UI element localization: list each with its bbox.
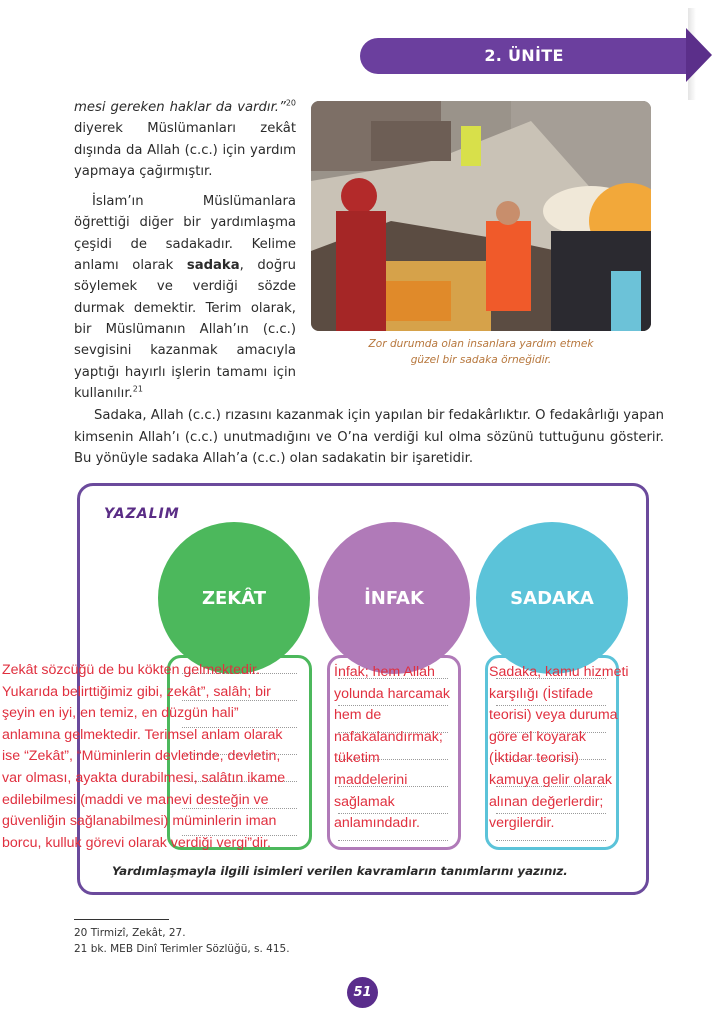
concept-label-zekat: ZEKÂT <box>201 587 267 609</box>
paragraph-2 <box>74 191 296 404</box>
answer-line: anlamındadır. <box>334 815 420 832</box>
answer-line: maddelerini <box>334 771 408 788</box>
footnote-divider <box>74 919 169 920</box>
footnotes <box>74 925 290 957</box>
answer-line: Sadaka, kamu hizmeti <box>489 664 629 680</box>
answer-line: alınan değerlerdir; <box>489 793 604 810</box>
answer-line: Zekât sözcüğü de bu kökten gelmektedir. <box>2 662 260 678</box>
footnote-21: 21 bk. MEB Dinî Terimler Sözlüğü, s. 415. <box>74 943 290 955</box>
answer-line: kamuya gelir olarak <box>489 771 613 788</box>
answer-line: var olması, ayakta durabilmesi, salâtın ikame <box>2 769 286 786</box>
answer-line: yolunda harcamak <box>334 685 450 702</box>
main-paragraph-text: Sadaka, Allah (c.c.) rızasını kazanmak için yapılan bir fedakârlıktır. O fedakârlığı yapan kimsenin Allah’ı (c.c.) unutmadığını ve O’na verdiği kul olma sözünü tuttuğunu gösterir. Bu yönüyle sadaka Allah’a (c.c.) olan sadakatin bir işaretidir. <box>74 408 665 466</box>
answer-line: anlamına gelmektedir. Terimsel anlam olarak <box>2 726 283 743</box>
banner-arrow-icon <box>686 28 712 82</box>
answer-line: teorisi) veya duruma <box>489 707 618 724</box>
answer-line: İnfak; hem Allah <box>334 664 435 680</box>
answer-line: nafakalandırmak; <box>334 728 443 745</box>
answer-line: edilebilmesi (maddi ve manevi desteğin ve <box>2 791 269 808</box>
rescue-photo <box>311 101 651 331</box>
concept-circle-infak <box>318 522 470 674</box>
caption-line-1: Zor durumda olan insanlara yardım etmek <box>368 338 594 350</box>
answer-line: sağlamak <box>334 793 395 810</box>
answer-line: tüketim <box>334 750 380 767</box>
unit-banner <box>360 38 688 74</box>
main-paragraph <box>74 405 664 470</box>
left-column-text <box>74 97 296 404</box>
answer-line: güvenliğin sağlanabilmesi) müminlerin iman <box>2 813 277 830</box>
concept-circle-zekat <box>158 522 310 674</box>
paragraph-1 <box>74 97 296 182</box>
answer-line: ise “Zekât”, “Müminlerin devletinde, devletin, <box>2 748 281 765</box>
unit-label: 2. ÜNİTE <box>484 46 564 65</box>
photo-caption <box>311 336 651 368</box>
answer-line: borcu, kulluk görevi olarak verdiği vergi”dir. <box>2 834 271 851</box>
photo-illustration <box>311 101 651 331</box>
answer-line: şeyin en iyi, en temiz, en düzgün hali” <box>2 705 239 722</box>
answer-line: göre el koyarak <box>489 728 586 745</box>
concept-label-sadaka: SADAKA <box>510 587 594 609</box>
concept-circle-sadaka <box>476 522 628 674</box>
paragraph-2-text-b: , doğru söylemek ve verdiği sözde durmak demektir. Terim olarak, bir Müslümanın Allah’ın (c.c.) sevgisini kazanmak amacıyla yaptığı hayırlı işlerin tamamı için kullanılır. <box>74 258 296 401</box>
answer-line: hem de <box>334 707 382 724</box>
paragraph-2-text-a: İslam’ın Müslümanlara öğrettiği diğer bir yardımlaşma çeşidi de sadakadır. Kelime anlamı olarak <box>74 194 296 274</box>
quote-ending: mesi gereken haklar da vardır.” <box>74 100 286 115</box>
page-number: 51 <box>347 977 378 1008</box>
activity-title: YAZALIM <box>104 506 180 522</box>
answer-line: vergilerdir. <box>489 815 555 832</box>
activity-instruction: Yardımlaşmayla ilgili isimleri verilen kavramların tanımlarını yazınız. <box>112 864 568 878</box>
paragraph-1-text: diyerek Müslümanları zekât dışında da Allah (c.c.) için yardım yapmaya çağırmıştır. <box>74 121 296 179</box>
footnote-20: 20 Tirmizî, Zekât, 27. <box>74 927 186 939</box>
zekat-answer-text[interactable] <box>2 660 322 854</box>
term-sadaka: sadaka <box>186 258 240 274</box>
answer-line: Yukarıda belirttiğimiz gibi, zekât”, salâh; bir <box>2 683 271 700</box>
infak-answer-text[interactable] <box>334 662 464 835</box>
concept-label-infak: İNFAK <box>364 587 424 609</box>
footnote-ref-20: 20 <box>285 98 296 108</box>
sadaka-answer-text[interactable] <box>489 662 639 835</box>
footnote-ref-21: 21 <box>132 384 143 394</box>
answer-line: (İktidar teorisi) <box>489 750 579 767</box>
answer-line: karşılığı (İstifade <box>489 685 594 702</box>
caption-line-2: güzel bir sadaka örneğidir. <box>410 354 552 366</box>
